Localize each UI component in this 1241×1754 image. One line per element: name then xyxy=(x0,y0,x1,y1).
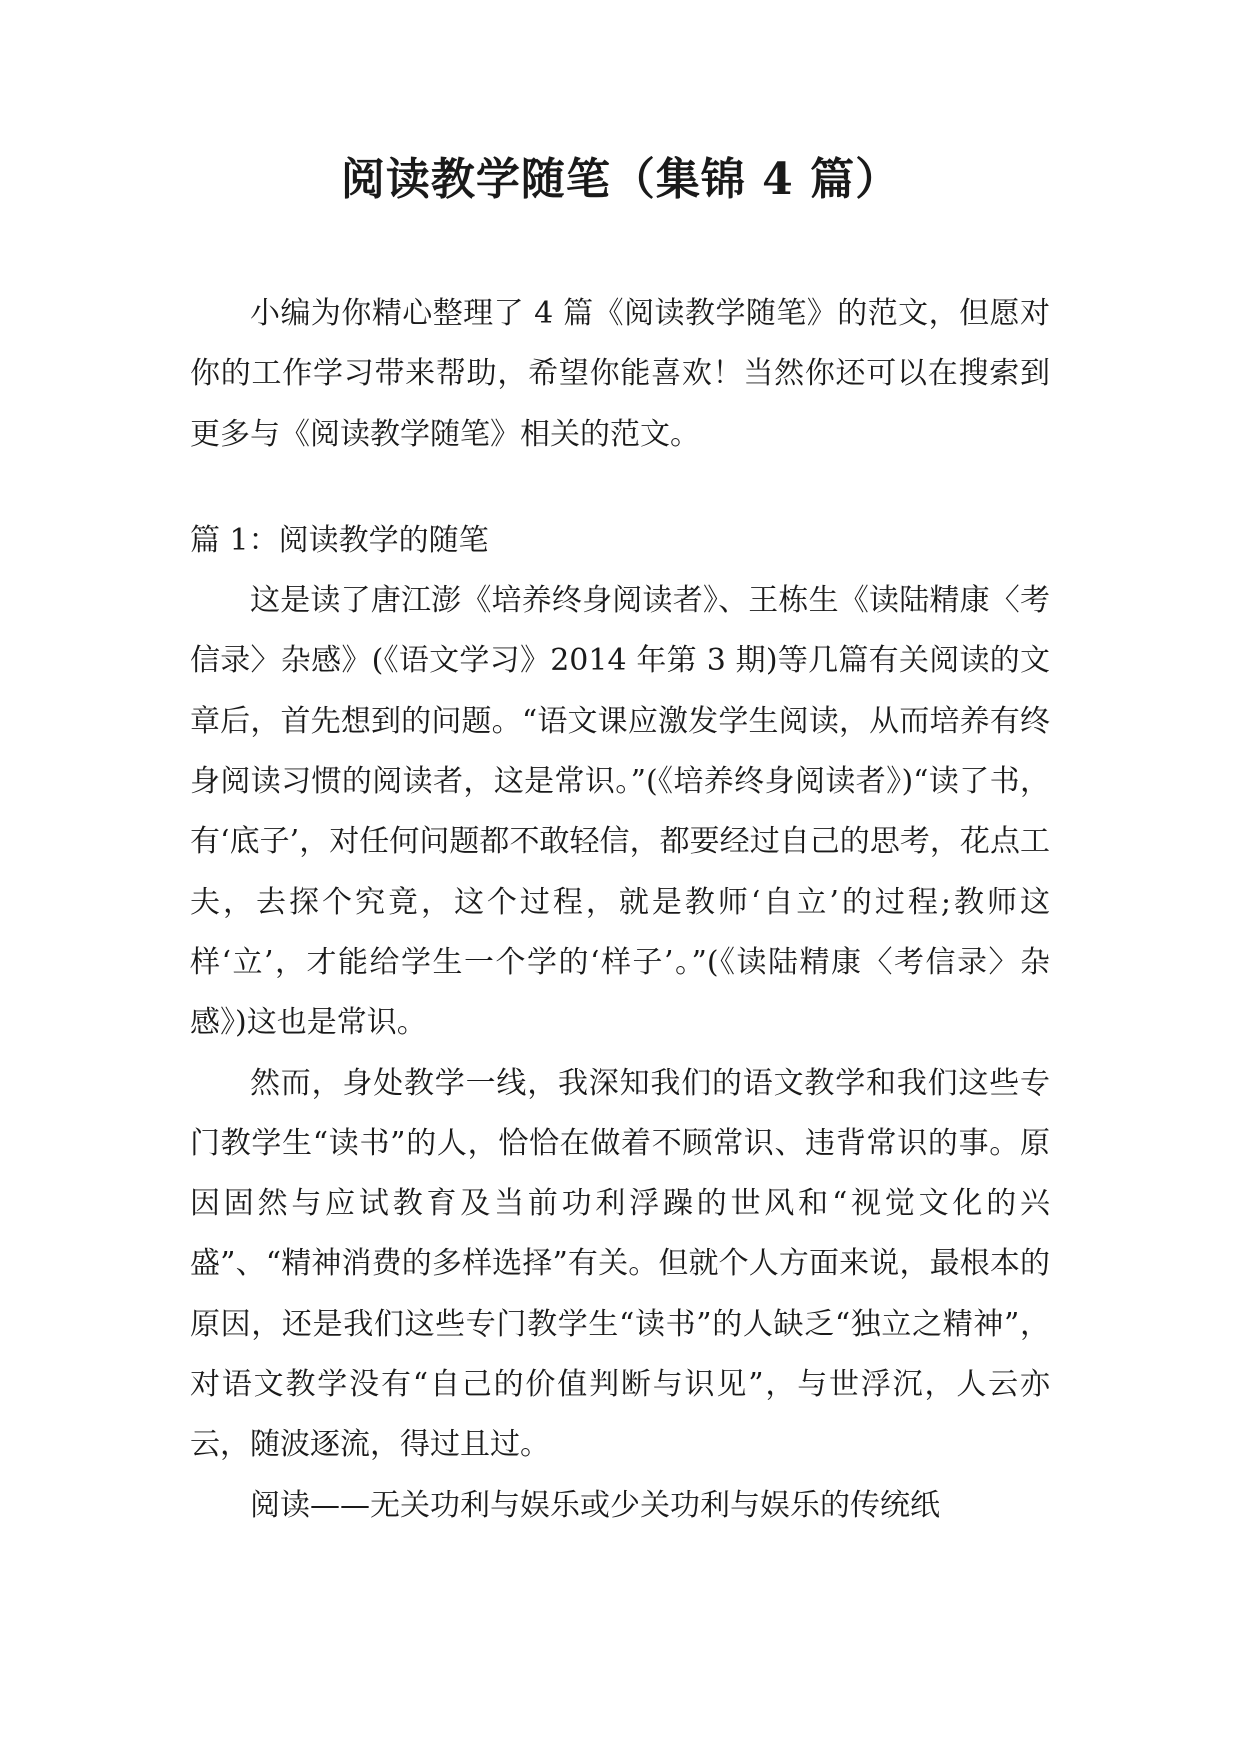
section-heading: 篇 1：阅读教学的随笔 xyxy=(190,522,489,558)
body-paragraph-3: 阅读——无关功利与娱乐或少关功利与娱乐的传统纸 xyxy=(250,1487,940,1523)
document-title: 阅读教学随笔（集锦 4 篇） xyxy=(340,154,901,205)
body-paragraph-1: 这是读了唐江澎《培养终身阅读者》、王栋生《读陆精康〈考信录〉杂感》(《语文学习》2014 年第 3 期)等几篇有关阅读的文章后，首先想到的问题。“语文课应激发学生阅读，从而培养有终身阅读习惯的阅读者，这是常识。”(《培养终身阅读者》)“读了书，有‘底子’，对任何问题都不敢轻信，都要经过自己的思考，花点工夫，去探个究竟，这个过程，就是教师‘自立’的过程;教师这样‘立’，才能给学生一个学的‘样子’。”(《读陆精康〈考信录〉杂感》)这也是常识。 xyxy=(190,583,1050,1041)
intro-paragraph: 小编为你精心整理了 4 篇《阅读教学随笔》的范文，但愿对你的工作学习带来帮助，希望你能喜欢！当然你还可以在搜索到更多与《阅读教学随笔》相关的范文。 xyxy=(190,296,1050,452)
section-gap xyxy=(190,465,1050,511)
document-body xyxy=(190,284,1050,1536)
body-paragraph-2: 然而，身处教学一线，我深知我们的语文教学和我们这些专门教学生“读书”的人，恰恰在做着不顾常识、违背常识的事。原因固然与应试教育及当前功利浮躁的世风和“视觉文化的兴盛”、“精神消费的多样选择”有关。但就个人方面来说，最根本的原因，还是我们这些专门教学生“读书”的人缺乏“独立之精神”，对语文教学没有“自己的价值判断与识见”，与世浮沉，人云亦云，随波逐流，得过且过。 xyxy=(190,1065,1050,1463)
